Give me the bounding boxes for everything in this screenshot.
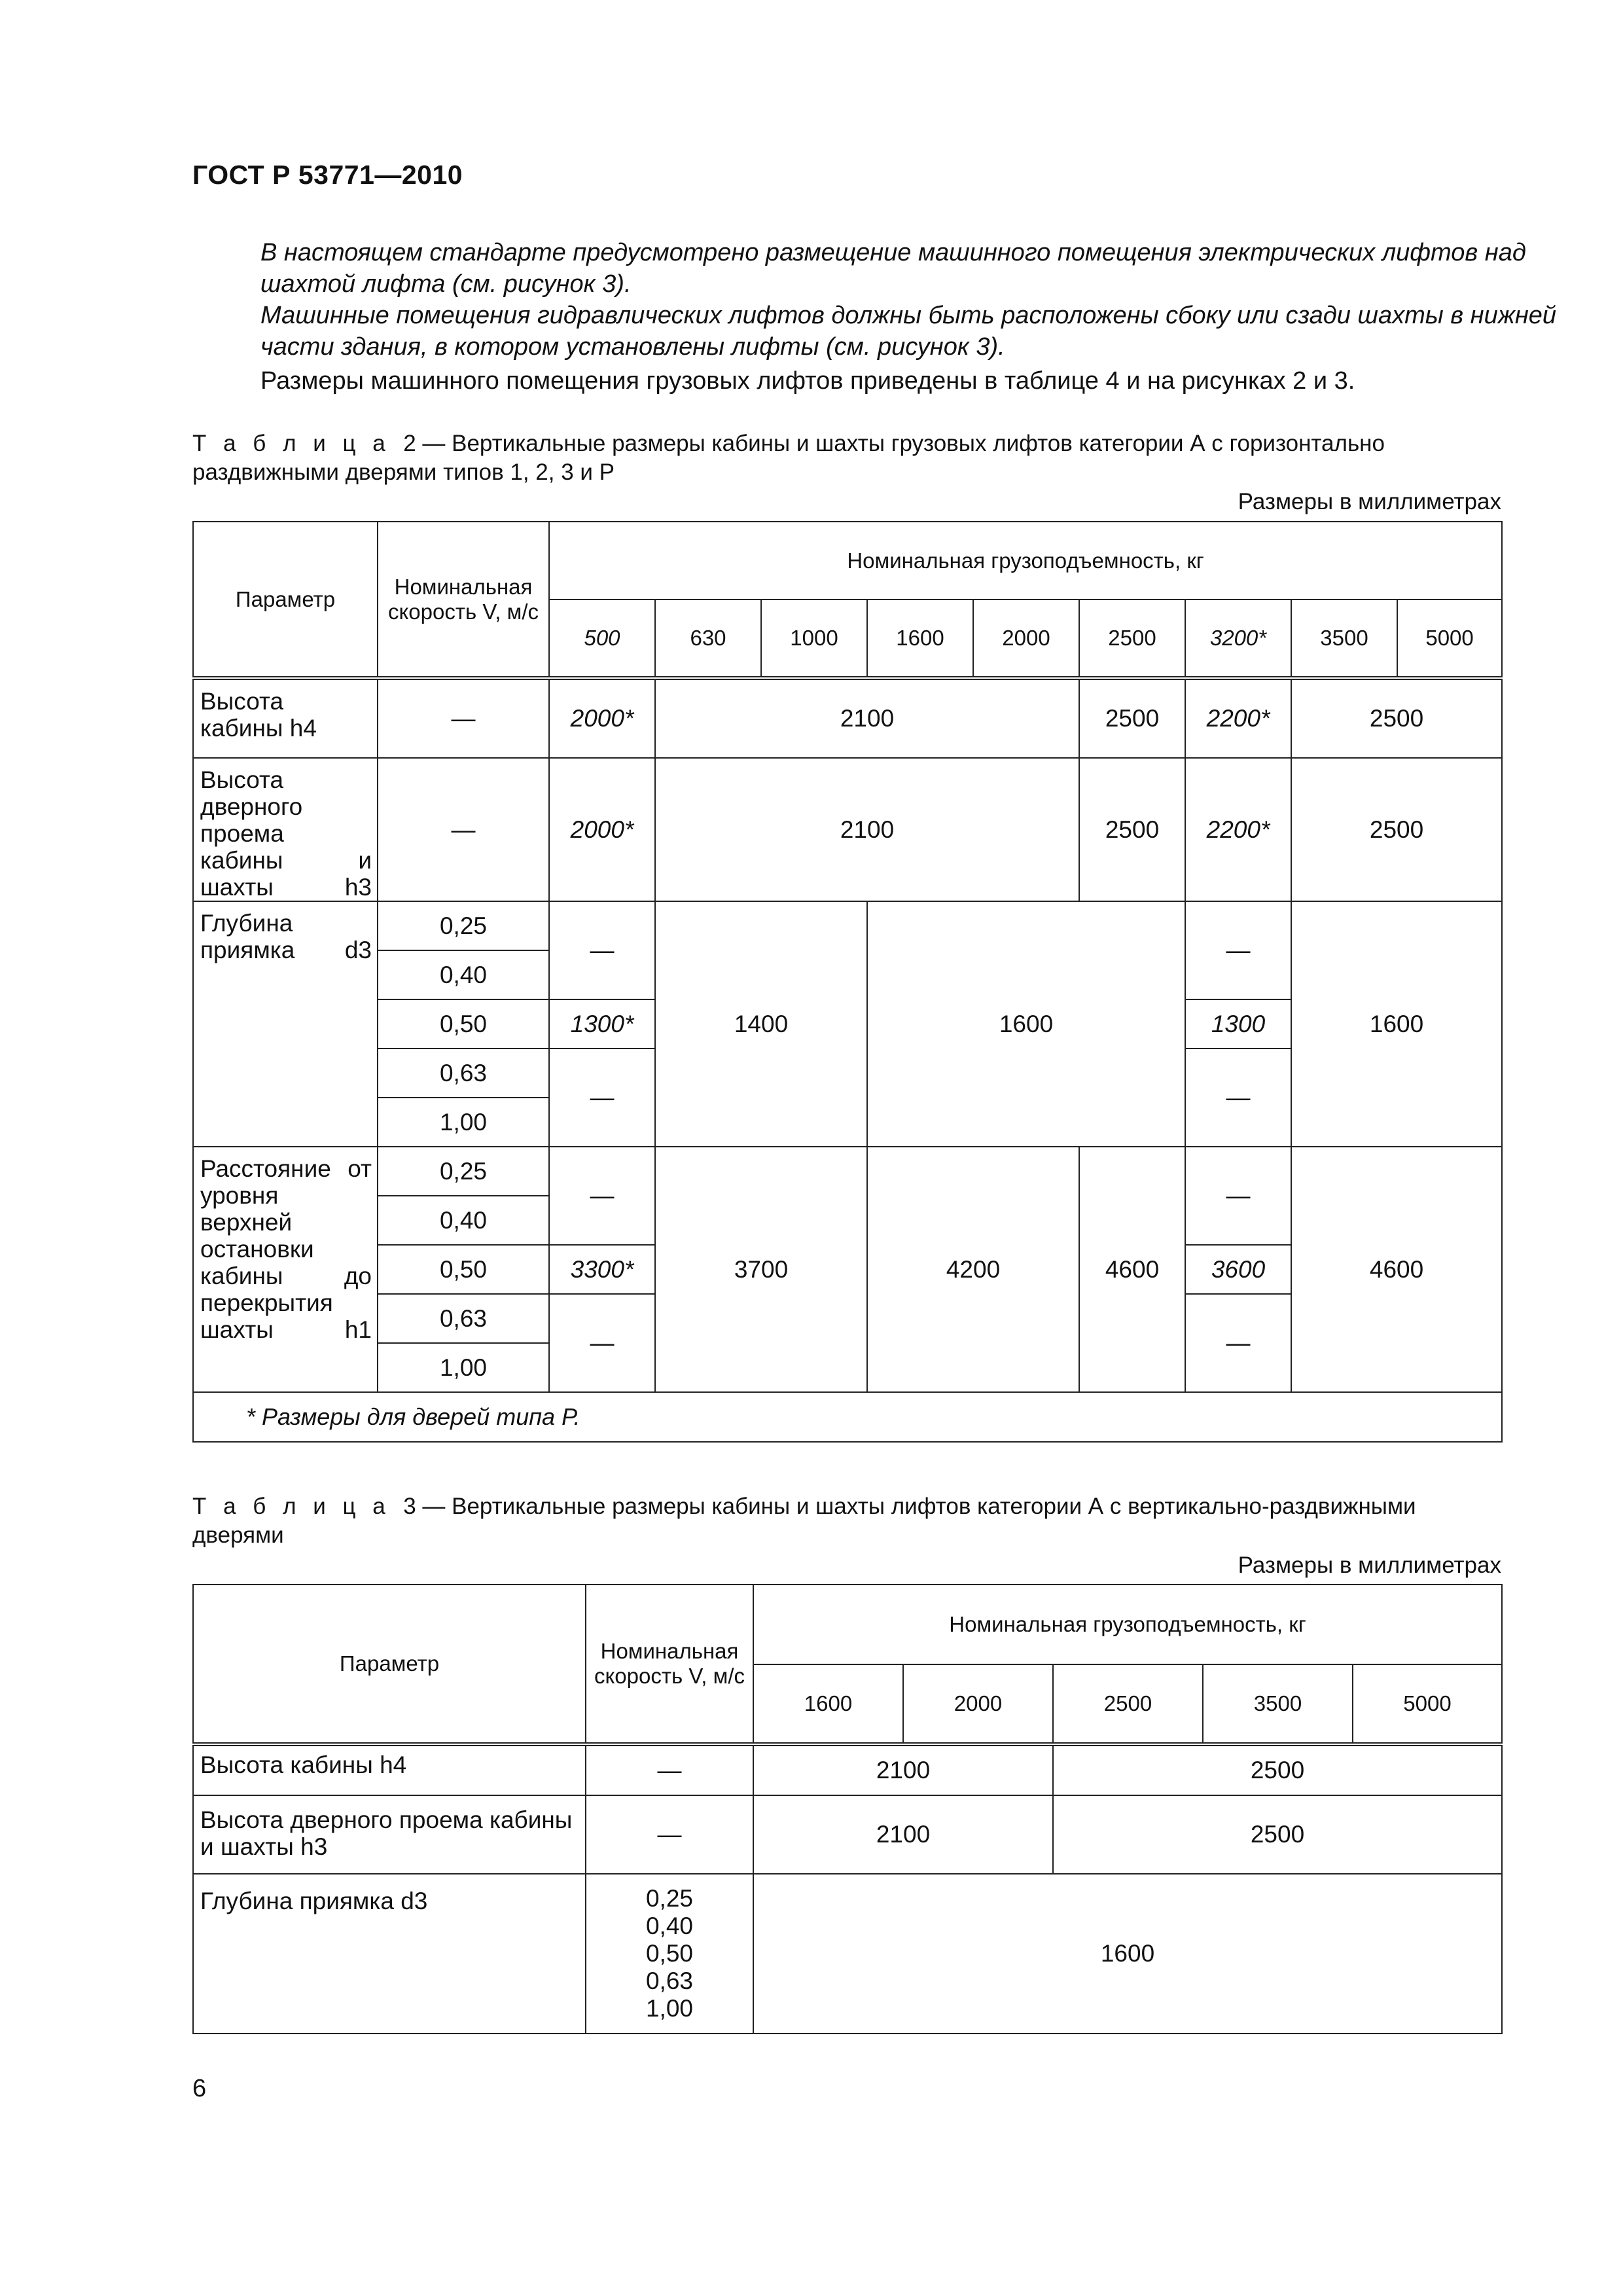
- table-row: [193, 1392, 1502, 1442]
- table3-speed-value: 0,50: [645, 1940, 693, 1967]
- table2-cell: —: [378, 758, 549, 901]
- table2-speed-cell: 0,40: [378, 950, 549, 999]
- table2-cap-630: 630: [655, 600, 761, 678]
- table2-cell: 1600: [1291, 901, 1502, 1147]
- table3-speed-value: 0,40: [645, 1912, 693, 1939]
- table3-cap-2000: 2000: [903, 1664, 1053, 1744]
- table2: [192, 521, 1503, 1443]
- table2-cell: 2200*: [1185, 678, 1291, 758]
- table2-row-label-top-distance: Расстояние от уровня верхней остановки кабины до перекрытия шахты h1: [193, 1147, 378, 1392]
- table2-cap-2500: 2500: [1079, 600, 1185, 678]
- table3-caption: [192, 1492, 1501, 1550]
- table2-cell: 2500: [1079, 678, 1185, 758]
- table2-cap-3500: 3500: [1291, 600, 1397, 678]
- table2-header-capacity: Номинальная грузоподъемность, кг: [549, 522, 1502, 600]
- table2-cell: —: [378, 678, 549, 758]
- table2-speed-cell: 0,50: [378, 1245, 549, 1294]
- table2-speed-cell: 0,63: [378, 1049, 549, 1098]
- table3-speed-value: 0,63: [645, 1967, 693, 1994]
- table2-cell: —: [1185, 1294, 1291, 1392]
- table3-label: Т а б л и ц а: [192, 1494, 391, 1519]
- table-row: [193, 1744, 1502, 1795]
- table3-cap-5000: 5000: [1353, 1664, 1502, 1744]
- table2-speed-cell: 0,50: [378, 999, 549, 1049]
- table2-cell: 4600: [1291, 1147, 1502, 1392]
- table2-cap-3200: 3200*: [1185, 600, 1291, 678]
- page-number: 6: [192, 2075, 207, 2102]
- table2-cell: 1300: [1185, 999, 1291, 1049]
- table2-cap-5000: 5000: [1397, 600, 1502, 678]
- table3-row-label-cabin-height: Высота кабины h4: [193, 1744, 586, 1795]
- table-row: [193, 1795, 1502, 1874]
- table3-speed-value: 1,00: [645, 1995, 693, 2022]
- table2-cell: —: [1185, 901, 1291, 999]
- table2-cell: —: [1185, 1049, 1291, 1147]
- table2-label: Т а б л и ц а: [192, 431, 391, 456]
- table3-caption-text: 3 — Вертикальные размеры кабины и шахты лифтов категории А с вертикально-раздвижными дверями: [192, 1494, 1416, 1548]
- table3-cell: 2100: [753, 1795, 1053, 1874]
- table3-units: Размеры в миллиметрах: [1238, 1552, 1501, 1578]
- table2-cell: 2100: [655, 678, 1079, 758]
- table3-cell: 2100: [753, 1744, 1053, 1795]
- table-row: [193, 1147, 1502, 1196]
- table2-cell: —: [549, 1049, 655, 1147]
- table2-speed-cell: 0,40: [378, 1196, 549, 1245]
- table3-cell: 2500: [1053, 1744, 1502, 1795]
- table2-cap-1000: 1000: [761, 600, 867, 678]
- table2-cell: 2500: [1079, 758, 1185, 901]
- table2-caption: [192, 429, 1501, 487]
- table2-speed-cell: 0,63: [378, 1294, 549, 1343]
- table3-cap-2500: 2500: [1053, 1664, 1203, 1744]
- table2-header-param: Параметр: [193, 522, 378, 678]
- table-row: [193, 901, 1502, 950]
- table2-cell: 1600: [867, 901, 1185, 1147]
- table2-speed-cell: 1,00: [378, 1343, 549, 1392]
- table2-footnote: * Размеры для дверей типа Р.: [193, 1392, 1502, 1442]
- table3-cap-1600: 1600: [753, 1664, 903, 1744]
- table2-cell: 1400: [655, 901, 867, 1147]
- table3-speed-list: [586, 1874, 753, 2034]
- table2-cell: —: [1185, 1147, 1291, 1245]
- document-header: ГОСТ Р 53771—2010: [192, 160, 463, 190]
- table3-row-label-pit-depth: Глубина приямка d3: [193, 1874, 586, 2034]
- table2-cell: —: [549, 1294, 655, 1392]
- table-row: [193, 758, 1502, 901]
- table2-cap-1600: 1600: [867, 600, 973, 678]
- table3-cell: —: [586, 1795, 753, 1874]
- intro-paragraph-1: В настоящем стандарте предусмотрено размещение машинного помещения электрических лифтов над шахтой лифта (см. рисунок 3).: [260, 239, 1526, 298]
- table2-row-label-pit-depth: Глубина приямка d3: [193, 901, 378, 1147]
- table2-cell: 2500: [1291, 678, 1502, 758]
- table2-caption-text: 2 — Вертикальные размеры кабины и шахты грузовых лифтов категории А с горизонтально раздвижными дверями типов 1, 2, 3 и Р: [192, 431, 1385, 485]
- intro-paragraph-2: Машинные помещения гидравлических лифтов должны быть расположены сбоку или сзади шахты в нижней части здания, в котором установлены лифты (см. рисунок 3).: [260, 302, 1557, 361]
- table2-cell: 2000*: [549, 758, 655, 901]
- table2-cell: 1300*: [549, 999, 655, 1049]
- table2-cell: 4200: [867, 1147, 1079, 1392]
- table2-cell: 3600: [1185, 1245, 1291, 1294]
- table3-header-param: Параметр: [193, 1585, 586, 1744]
- table3-row-label-door-height: Высота дверного проема кабины и шахты h3: [193, 1795, 586, 1874]
- table3-cell: 1600: [753, 1874, 1502, 2034]
- table2-speed-cell: 0,25: [378, 901, 549, 950]
- table3-header-capacity: Номинальная грузоподъемность, кг: [753, 1585, 1502, 1664]
- table2-row-label-door-height: Высота дверного проема кабины и шахты h3: [193, 758, 378, 901]
- table2-cell: 3700: [655, 1147, 867, 1392]
- table3-cell: 2500: [1053, 1795, 1502, 1874]
- table-row: [193, 1874, 1502, 2034]
- table3: [192, 1584, 1503, 2034]
- table2-cap-500: 500: [549, 600, 655, 678]
- table2-cell: —: [549, 901, 655, 999]
- table3-cell: —: [586, 1744, 753, 1795]
- table-row: [193, 678, 1502, 758]
- table3-speed-value: 0,25: [645, 1885, 693, 1912]
- table2-cell: 4600: [1079, 1147, 1185, 1392]
- table2-speed-cell: 1,00: [378, 1098, 549, 1147]
- table2-cell: 2200*: [1185, 758, 1291, 901]
- intro-paragraph-3: Размеры машинного помещения грузовых лифтов приведены в таблице 4 и на рисунках 2 и 3.: [260, 367, 1355, 395]
- table2-cell: 3300*: [549, 1245, 655, 1294]
- table2-cell: 2500: [1291, 758, 1502, 901]
- table2-cap-2000: 2000: [973, 600, 1079, 678]
- table2-cell: 2000*: [549, 678, 655, 758]
- table2-units: Размеры в миллиметрах: [1238, 489, 1501, 514]
- table3-header-speed: Номинальная скорость V, м/с: [586, 1585, 753, 1744]
- table3-cap-3500: 3500: [1203, 1664, 1353, 1744]
- table2-cell: —: [549, 1147, 655, 1245]
- table2-header-speed: Номинальная скорость V, м/с: [378, 522, 549, 678]
- table2-row-label-cabin-height: Высота кабины h4: [193, 678, 378, 758]
- table2-speed-cell: 0,25: [378, 1147, 549, 1196]
- table2-cell: 2100: [655, 758, 1079, 901]
